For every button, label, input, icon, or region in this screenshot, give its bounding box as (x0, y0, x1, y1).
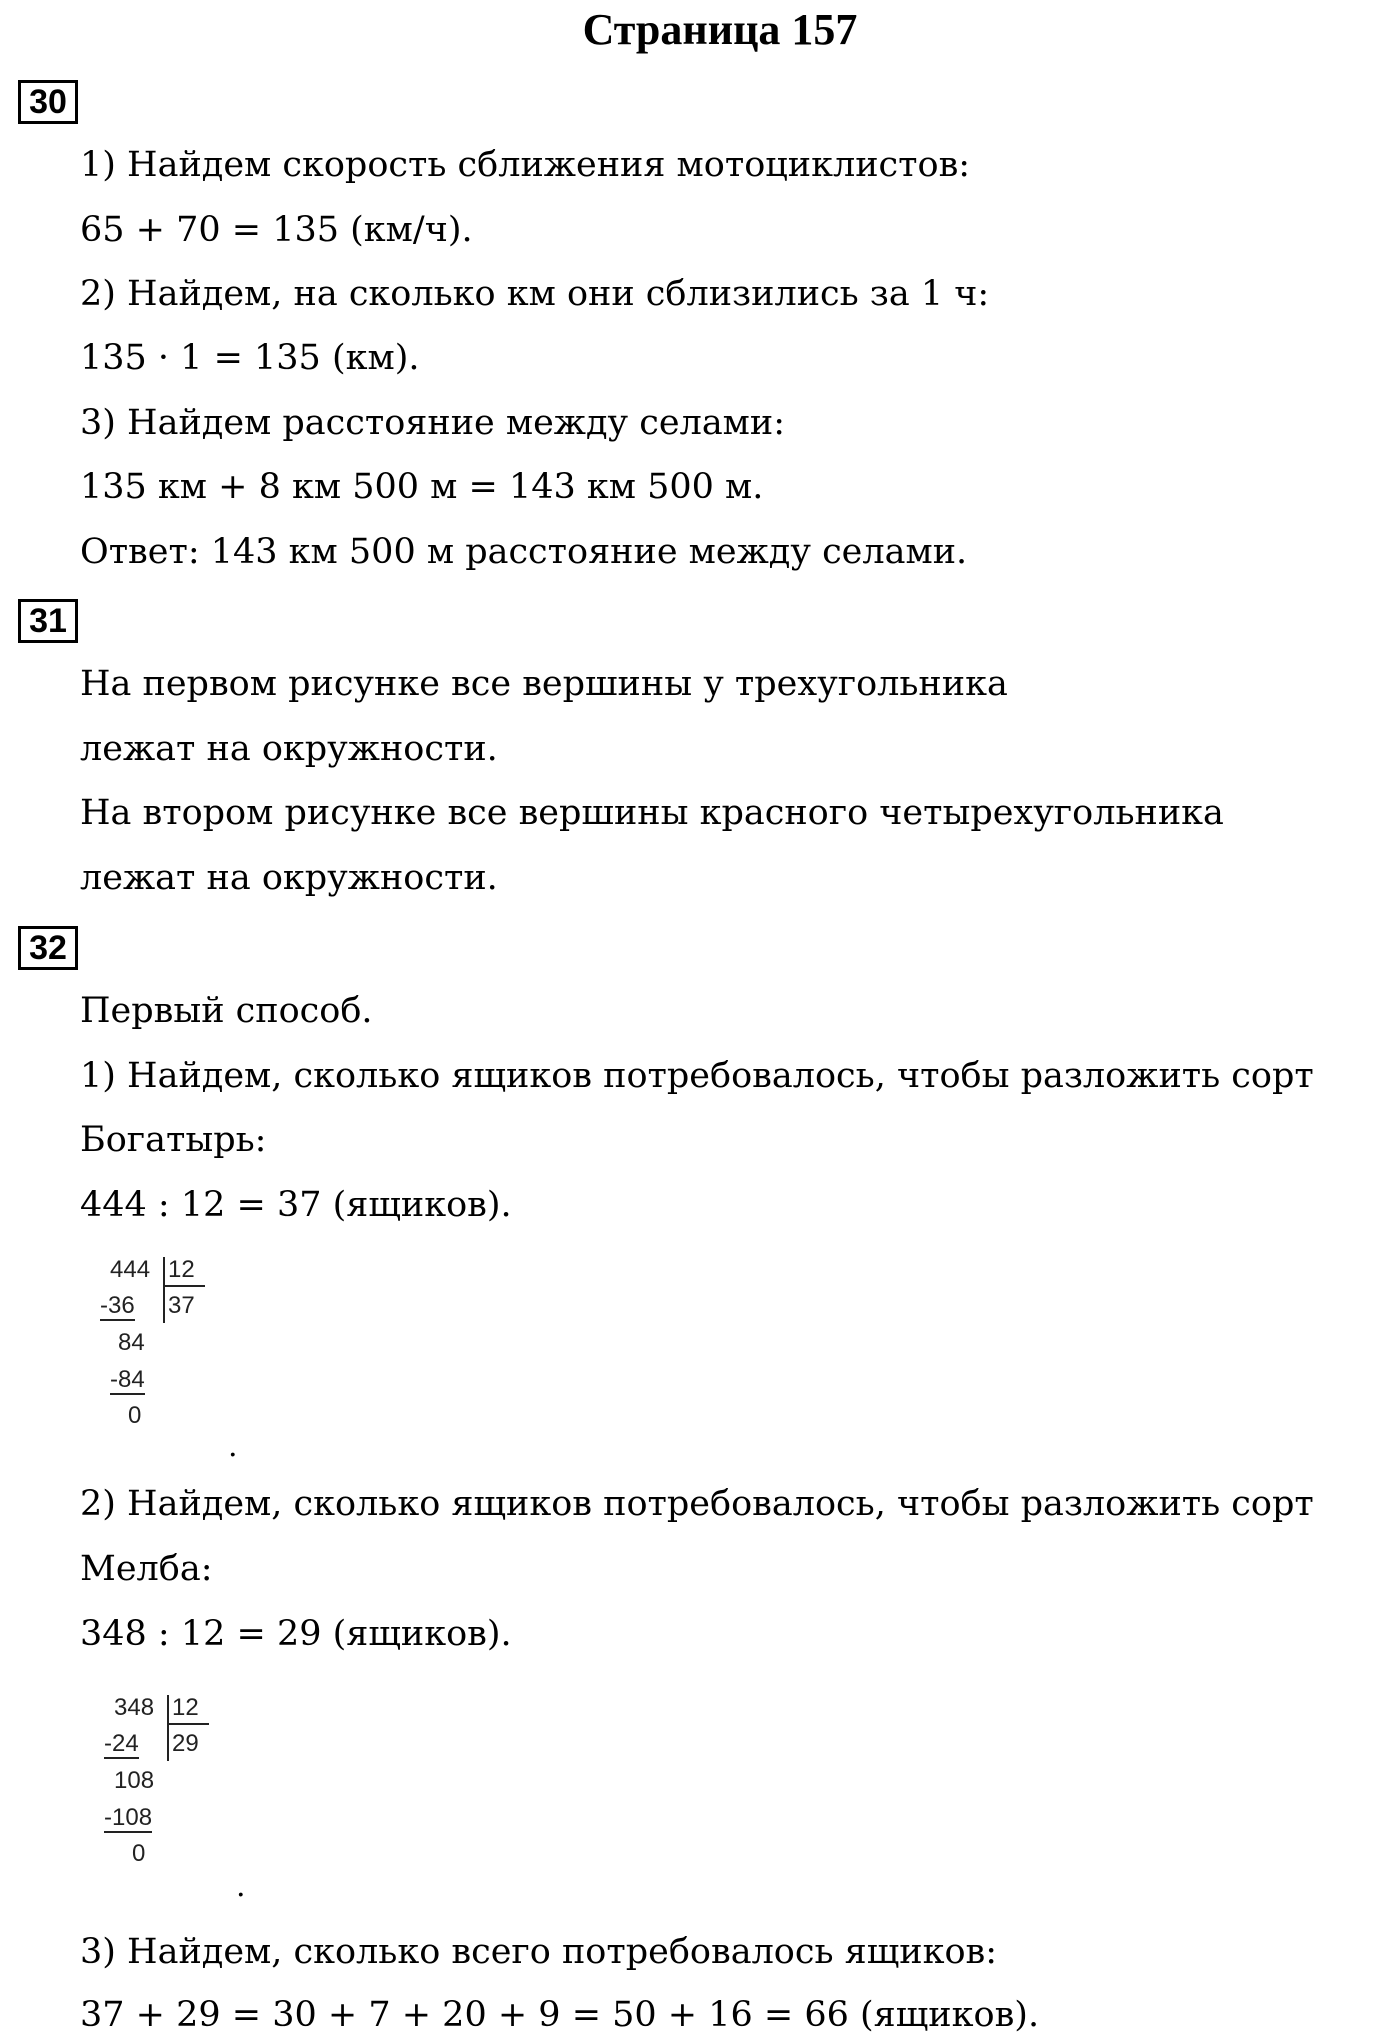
division2-step1: -24 (104, 1730, 139, 1757)
division1-divisor: 12 (168, 1256, 195, 1283)
division1-horizontal-line (163, 1285, 205, 1287)
task32-line-7: 348 : 12 = 29 (ящиков). (80, 1614, 512, 1654)
division1-quotient: 37 (168, 1292, 195, 1319)
task30-line-2: 65 + 70 = 135 (км/ч). (80, 210, 473, 250)
task30-line-7: Ответ: 143 км 500 м расстояние между селами. (80, 532, 968, 572)
task32-line-6: Мелба: (80, 1549, 213, 1589)
page-title: Страница 157 (582, 5, 858, 54)
task32-line-1: Первый способ. (80, 991, 373, 1031)
division2-horizontal-line (167, 1723, 209, 1725)
division1-dot: . (228, 1429, 238, 1464)
division2-divisor: 12 (172, 1694, 199, 1721)
division1-remainder2: 0 (128, 1402, 142, 1429)
task32-line-5: 2) Найдем, сколько ящиков потребовалось, чтобы разложить сорт (80, 1484, 1314, 1524)
task32-line-8: 3) Найдем, сколько всего потребовалось ящиков: (80, 1932, 998, 1972)
task-number-32: 32 (18, 926, 78, 970)
task31-line-4: лежат на окружности. (80, 858, 498, 898)
division1-step2: -84 (110, 1366, 145, 1393)
division2-dot: . (236, 1869, 246, 1904)
task-number-30: 30 (18, 80, 78, 124)
task30-line-3: 2) Найдем, на сколько км они сблизились за 1 ч: (80, 274, 990, 314)
task-number-31: 31 (18, 599, 78, 643)
division2-step2: -108 (104, 1804, 153, 1831)
task32-line-9: 37 + 29 = 30 + 7 + 20 + 9 = 50 + 16 = 66 (ящиков). (80, 1995, 1040, 2035)
division2-vertical-line (167, 1695, 169, 1761)
task30-line-4: 135 · 1 = 135 (км). (80, 338, 420, 378)
division1-remainder1: 84 (118, 1329, 145, 1356)
task32-line-3: Богатырь: (80, 1120, 267, 1160)
task30-line-5: 3) Найдем расстояние между селами: (80, 403, 786, 443)
task32-line-4: 444 : 12 = 37 (ящиков). (80, 1185, 512, 1225)
division1-vertical-line (163, 1257, 165, 1323)
task30-line-1: 1) Найдем скорость сближения мотоциклистов: (80, 145, 971, 185)
division2-quotient: 29 (172, 1730, 199, 1757)
task31-line-2: лежат на окружности. (80, 729, 498, 769)
task31-line-1: На первом рисунке все вершины у трехугольника (80, 664, 1008, 704)
long-division-348-by-12 (104, 1695, 234, 1875)
task30-line-6: 135 км + 8 км 500 м = 143 км 500 м. (80, 467, 764, 507)
task32-line-2: 1) Найдем, сколько ящиков потребовалось, чтобы разложить сорт (80, 1056, 1314, 1096)
task31-line-3: На втором рисунке все вершины красного четырехугольника (80, 793, 1224, 833)
division2-remainder2: 0 (132, 1840, 146, 1867)
division2-dividend: 348 (114, 1694, 155, 1721)
division2-remainder1: 108 (114, 1767, 155, 1794)
division1-step1: -36 (100, 1292, 135, 1319)
division1-dividend: 444 (110, 1256, 151, 1283)
long-division-444-by-12 (100, 1257, 220, 1437)
